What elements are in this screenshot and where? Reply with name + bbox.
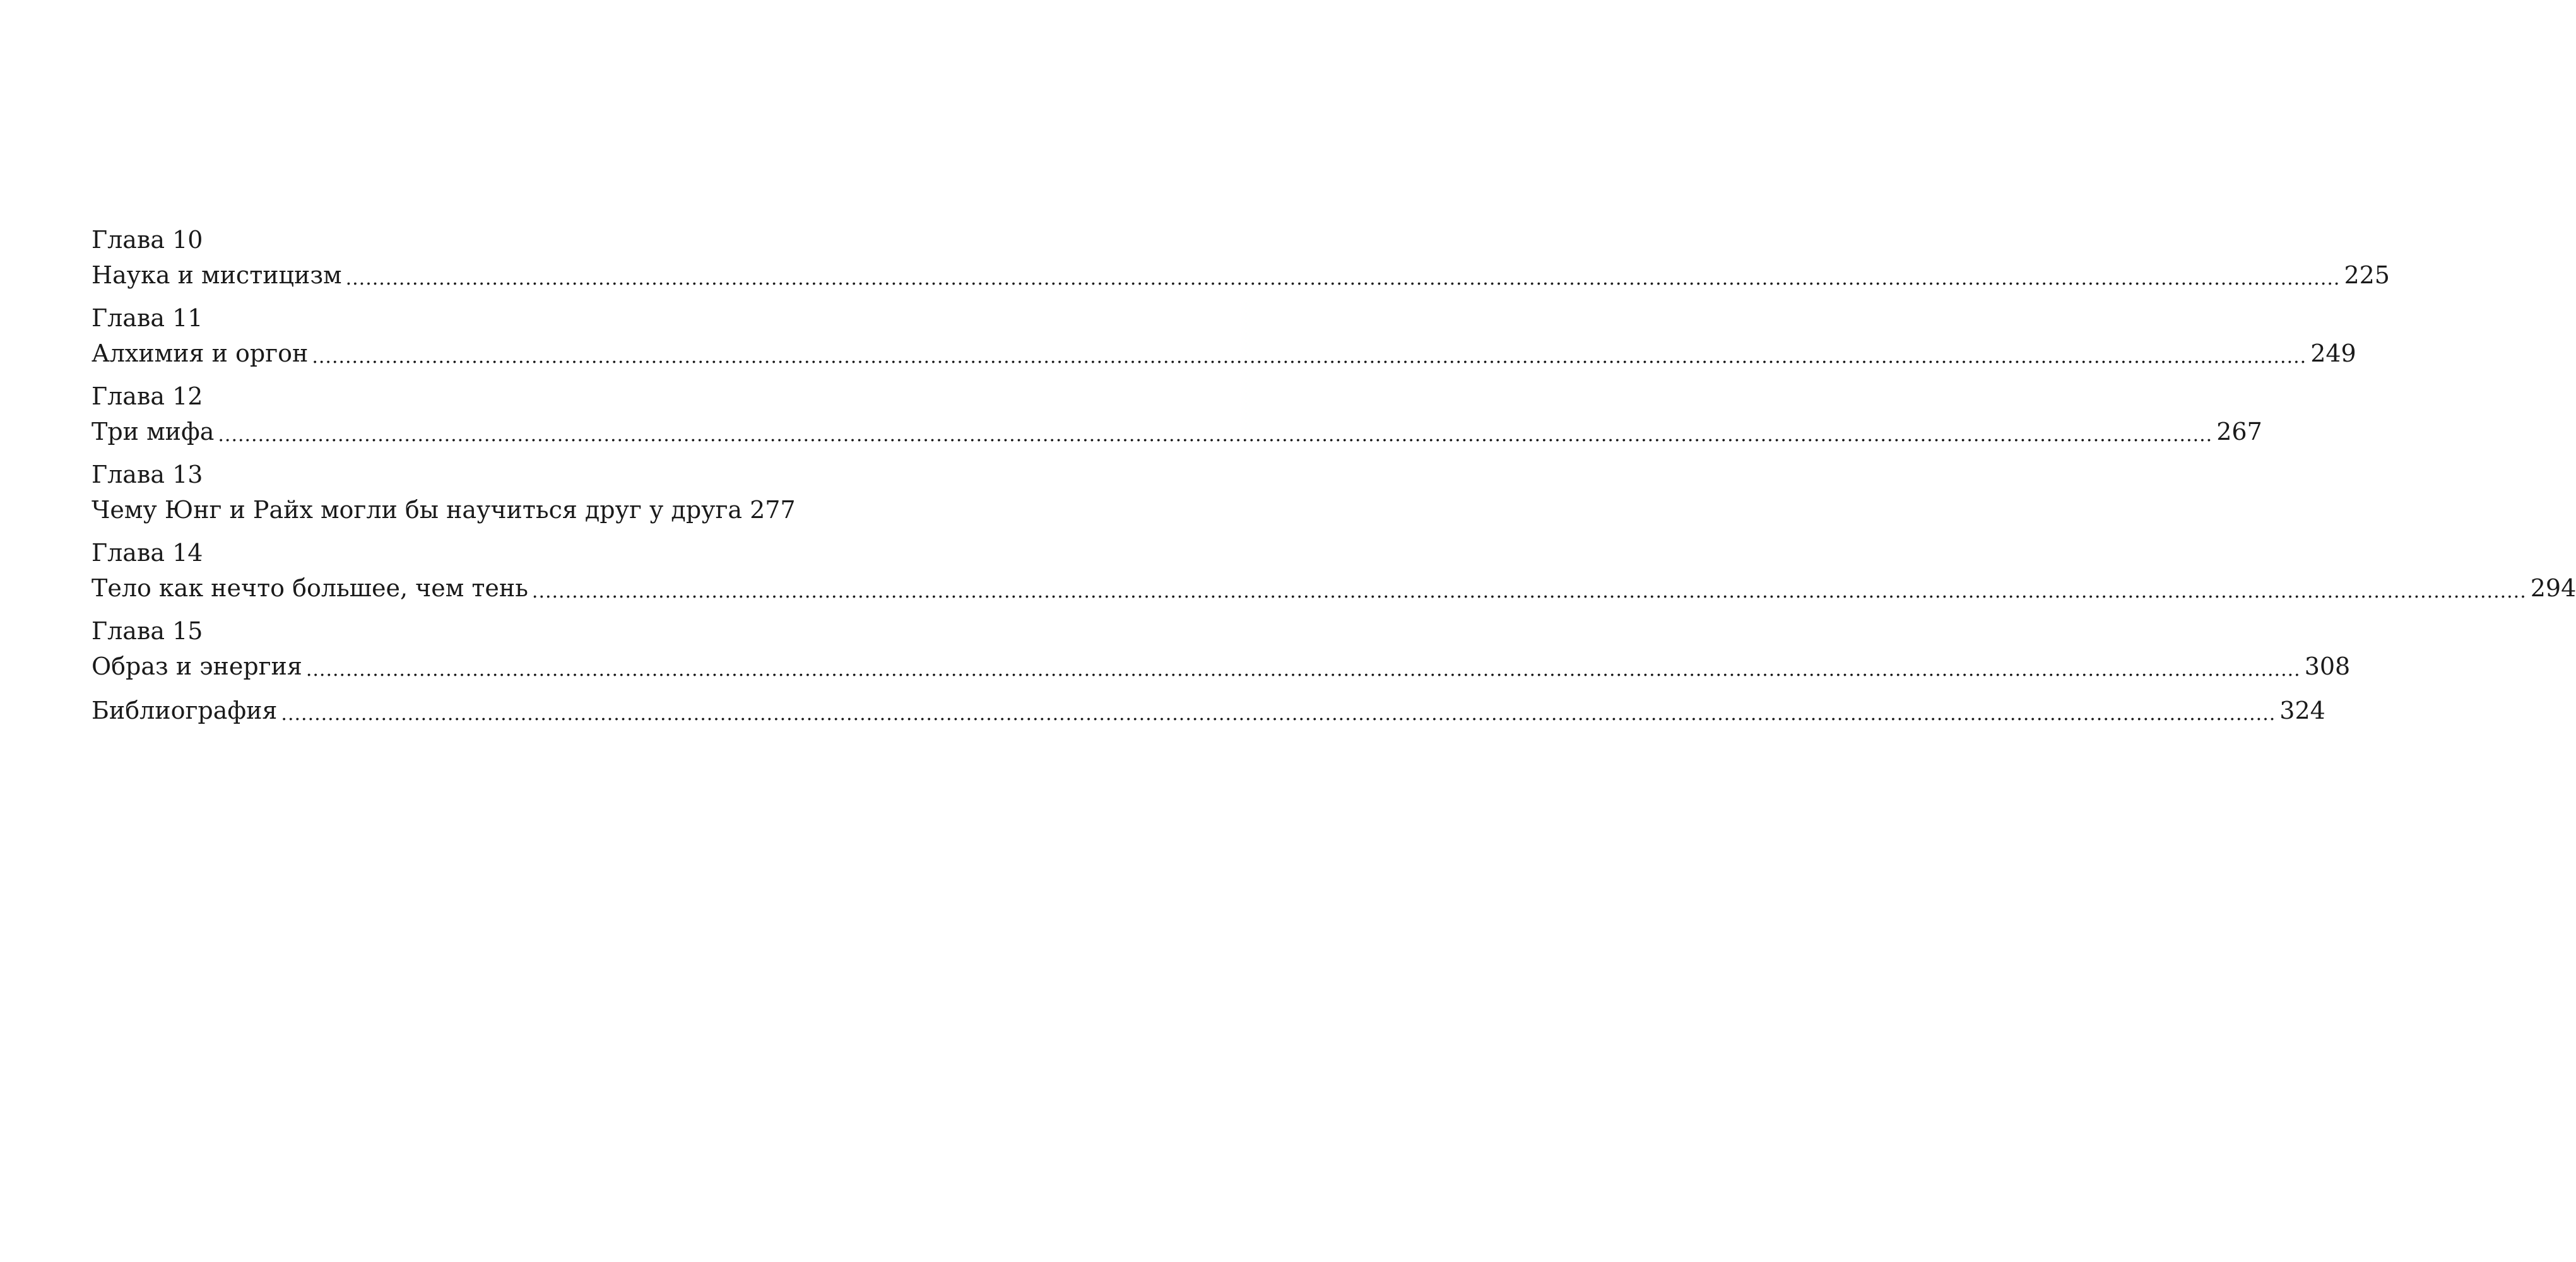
chapter-label: Глава 15 (92, 617, 203, 645)
toc-entry-chapter-10 (92, 222, 2390, 293)
toc-line (92, 336, 2356, 371)
chapter-title: Образ и энергия (92, 652, 302, 680)
toc-line (92, 693, 2325, 728)
dot-leader: ............................................................................................................................................................................................................................................................................................................ (281, 703, 2276, 725)
chapter-title: Чему Юнг и Райх могли бы научиться друг у друга (92, 496, 743, 524)
toc-entry-bibliography (92, 693, 2325, 728)
dot-leader: ............................................................................................................................................................................................................................................................................................................ (345, 268, 2341, 290)
chapter-title: Тело как нечто большее, чем тень (92, 574, 528, 602)
toc-line (92, 649, 2351, 684)
chapter-label: Глава 10 (92, 226, 203, 254)
page-number: 324 (2279, 697, 2325, 724)
chapter-label: Глава 13 (92, 461, 203, 488)
table-of-contents (92, 222, 2576, 736)
dot-leader: ............................................................................................................................................................................................................................................................................................................ (312, 346, 2307, 368)
toc-entry-chapter-14 (92, 535, 2576, 606)
page-number: 225 (2344, 261, 2390, 289)
toc-line (92, 492, 796, 528)
chapter-title: Алхимия и оргон (92, 339, 309, 367)
page-number: 294 (2530, 574, 2576, 602)
toc-line (92, 570, 2576, 606)
chapter-title: Три мифа (92, 418, 215, 445)
chapter-label: Глава 14 (92, 539, 203, 567)
toc-line (92, 414, 2262, 449)
toc-entry-chapter-13 (92, 457, 796, 528)
dot-leader: ............................................................................................................................................................................................................................................................................................................ (305, 659, 2301, 681)
chapter-title: Наука и мистицизм (92, 261, 342, 289)
toc-line (92, 257, 2390, 293)
dot-leader: ............................................................................................................................................................................................................................................................................................................ (531, 581, 2527, 603)
toc-entry-chapter-11 (92, 300, 2356, 371)
page-number: 277 (750, 496, 796, 524)
bibliography-title: Библиография (92, 697, 278, 724)
toc-entry-chapter-15 (92, 613, 2351, 684)
page-number: 249 (2310, 339, 2356, 367)
page-number: 267 (2216, 418, 2262, 445)
chapter-label: Глава 11 (92, 304, 203, 332)
page-number: 308 (2304, 652, 2351, 680)
toc-entry-chapter-12 (92, 379, 2262, 449)
dot-leader: ............................................................................................................................................................................................................................................................................................................ (218, 424, 2213, 446)
chapter-label: Глава 12 (92, 382, 203, 410)
